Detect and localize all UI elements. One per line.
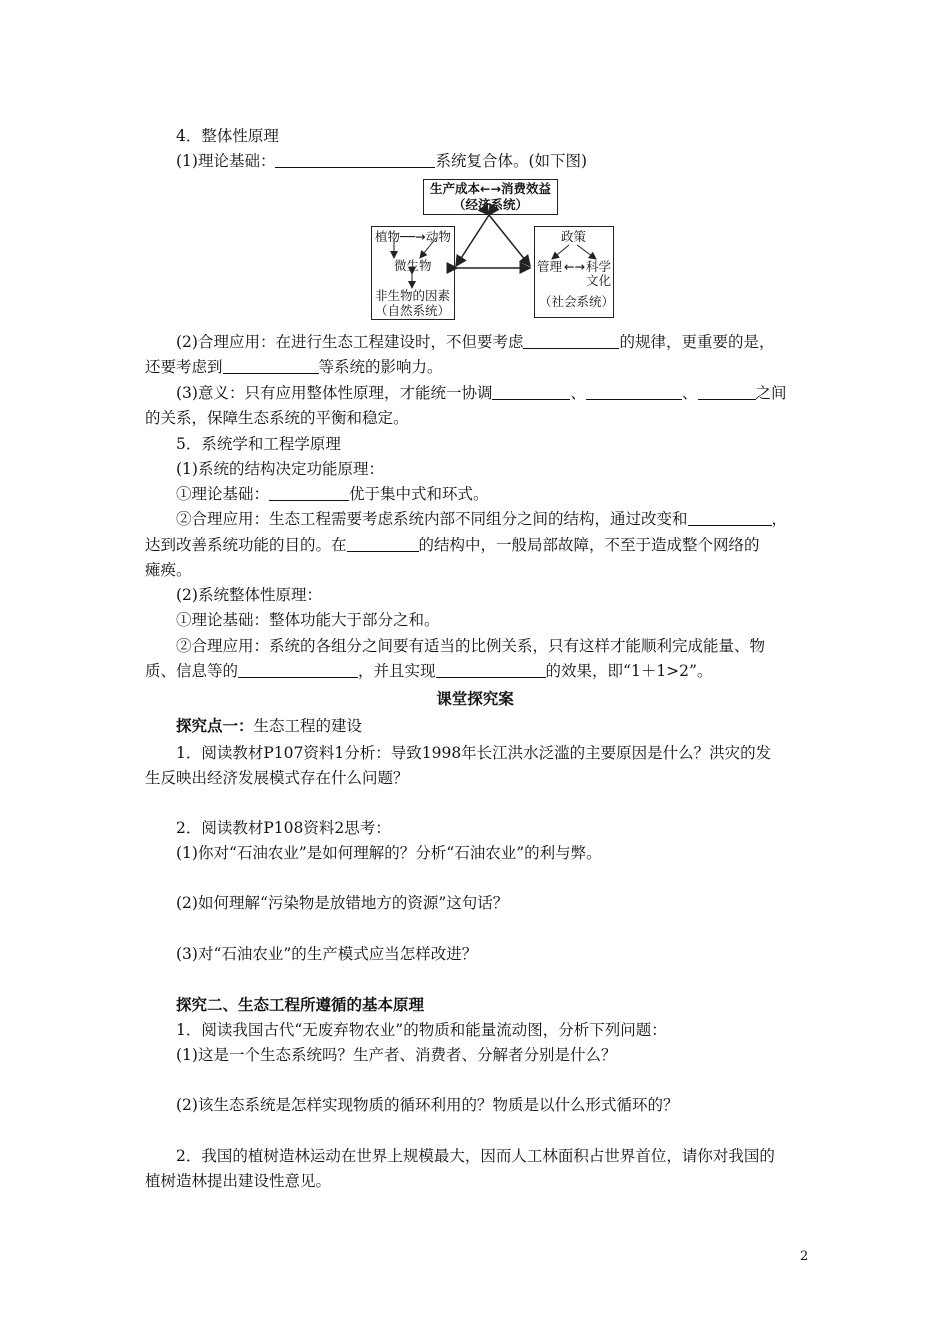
holism-theory-line: ①理论基础：整体功能大于部分之和。: [176, 611, 440, 629]
significance-line-2: 的关系，保障生态系统的平衡和稳定。: [145, 409, 409, 427]
answer-blank[interactable]: [238, 662, 358, 678]
section-4-heading: 4．整体性原理: [176, 127, 279, 145]
explore-1-q1-line-2: 生反映出经济发展模式存在什么问题？: [145, 769, 409, 787]
answer-blank[interactable]: [492, 384, 570, 400]
explore-1-q1-line-1: 1．阅读教材P107资料1分析：导致1998年长江洪水泛滥的主要原因是什么？洪灾的发: [176, 744, 772, 762]
holism-principle: (2)系统整体性原理：: [176, 586, 322, 604]
structure-application-line-1: ②合理应用：生态工程需要考虑系统内部不同组分之间的结构，通过改变和 ，: [176, 510, 788, 528]
answer-blank[interactable]: [269, 485, 349, 501]
answer-blank[interactable]: [688, 510, 772, 526]
section-5-heading: 5．系统学和工程学原理: [176, 435, 341, 453]
policy-management-arrow: [552, 245, 569, 259]
animal-microbe-arrow: [420, 238, 436, 258]
answer-blank[interactable]: [223, 358, 319, 374]
answer-blank[interactable]: [698, 384, 756, 400]
plant-to-animal-arrow: ──→: [400, 229, 426, 244]
explore-2-heading: 探究二、生态工程所遵循的基本原理: [176, 996, 425, 1014]
economic-system-text: 生产成本←→消费效益: [430, 181, 551, 196]
explore-1-q2-1: (1)你对“石油农业”是如何理解的？分析“石油农业”的利与弊。: [176, 844, 602, 862]
explore-2-q1-2: (2)该生态系统是怎样实现物质的循环利用的？物质是以什么形式循环的？: [176, 1096, 679, 1114]
diagram-arrows: [0, 0, 950, 340]
structure-application-line-2: 达到改善系统功能的目的。在 的结构中，一般局部故障，不至于造成整个网络的: [145, 536, 760, 554]
econ-natural-arrow: [456, 215, 489, 266]
explore-1-heading: 探究点一：生态工程的建设: [176, 717, 363, 735]
answer-blank[interactable]: [436, 662, 546, 678]
application-line-1: (2)合理应用：在进行生态工程建设时，不但要考虑 的规律，更重要的是，: [176, 333, 775, 351]
answer-blank[interactable]: [347, 536, 419, 552]
class-exploration-title: 课堂探究案: [436, 690, 514, 708]
social-system-label: （社会系统）: [539, 294, 615, 309]
abiotic-label: 非生物的因素: [375, 288, 451, 303]
explore-1-q2: 2．阅读教材P108资料2思考：: [176, 819, 391, 837]
explore-2-q2-line-2: 植树造林提出建设性意见。: [145, 1172, 332, 1190]
structure-principle: (1)系统的结构决定功能原理：: [176, 460, 384, 478]
holism-application-line-2: 质、信息等的 ，并且实现 的效果，即“1＋1>2”。: [145, 662, 713, 680]
natural-system-label: （自然系统）: [375, 303, 451, 318]
explore-2-q2-line-1: 2．我国的植树造林运动在世界上规模最大，因而人工林面积占世界首位，请你对我国的: [176, 1147, 775, 1165]
answer-blank[interactable]: [523, 333, 619, 349]
theory-basis-line: (1)理论基础： 系统复合体。(如下图): [176, 152, 588, 170]
page-number: 2: [800, 1249, 809, 1264]
structure-theory-line: ①理论基础： 优于集中式和环式。: [176, 485, 489, 503]
answer-blank[interactable]: [586, 384, 682, 400]
holism-application-line-1: ②合理应用：系统的各组分之间要有适当的比例关系，只有这样才能顺利完成能量、物: [176, 637, 766, 655]
plant-label: 植物: [375, 229, 401, 244]
policy-science-arrow: [577, 245, 596, 259]
explore-1-q2-2: (2)如何理解“污染物是放错地方的资源”这句话？: [176, 894, 509, 912]
animal-label: 动物: [426, 229, 452, 244]
economic-system-label: （经济系统）: [452, 197, 528, 212]
application-line-2: 还要考虑到 等系统的影响力。: [145, 358, 443, 376]
explore-1-q2-3: (3)对“石油农业”的生产模式应当怎样改进？: [176, 945, 478, 963]
structure-application-line-3: 瘫痪。: [145, 561, 192, 579]
culture-label: 文化: [586, 273, 612, 288]
significance-line-1: (3)意义：只有应用整体性原理，才能统一协调 、 、 之间: [176, 384, 787, 402]
policy-label: 政策: [561, 229, 587, 244]
science-label: 科学: [586, 259, 612, 274]
econ-social-arrow: [489, 215, 530, 266]
microbe-label: 微生物: [394, 258, 432, 273]
explore-2-q1-1: (1)这是一个生态系统吗？生产者、消费者、分解者分别是什么？: [176, 1046, 617, 1064]
management-label: 管理: [537, 259, 563, 274]
management-science-arrow: ←→: [564, 259, 585, 274]
explore-2-q1: 1．阅读我国古代“无废弃物农业”的物质和能量流动图，分析下列问题：: [176, 1021, 667, 1039]
